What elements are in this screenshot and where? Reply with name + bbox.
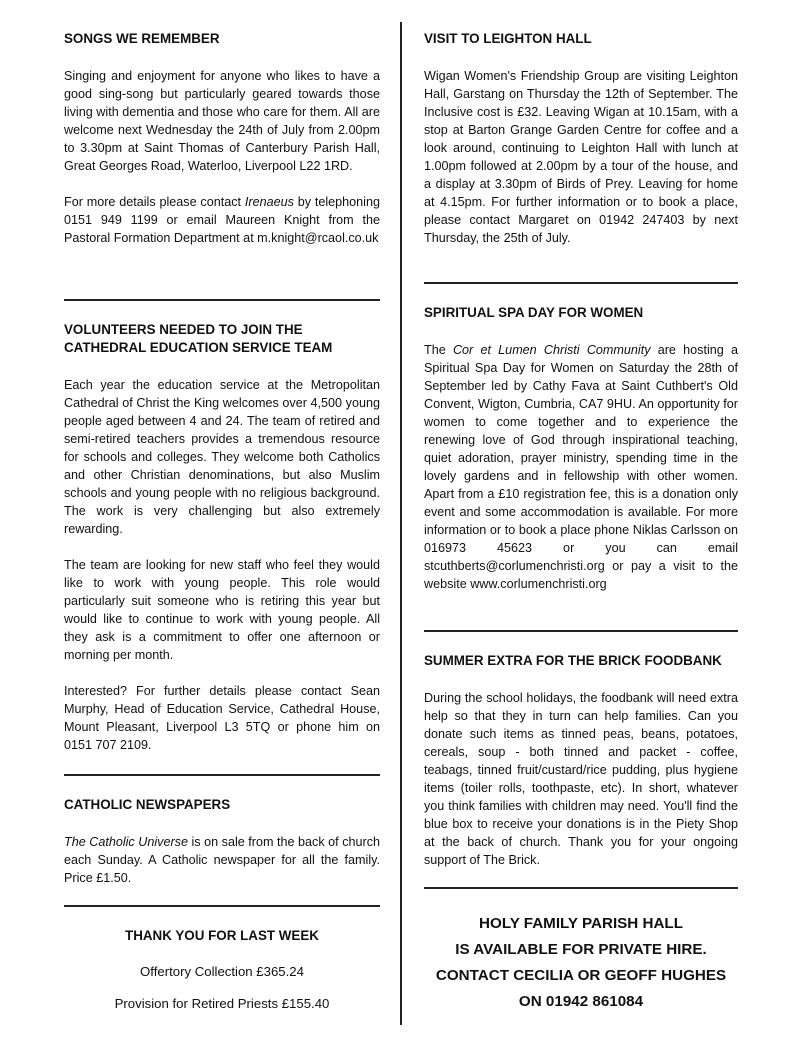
- offertory-collection: Offertory Collection £365.24: [140, 964, 304, 979]
- foodbank-paragraph: During the school holidays, the foodbank will need extra help so that they in turn can help families. Can you donate such items as tinned peas, beans, potatoes, cereals, soup - both tinned and packet - coffee, teabags, tinned fruit/custard/rice pudding, plus hygiene items (toiler rolls, toothpaste, etc). In short, whatever you think families with children may need. You'll find the blue box to receive your donations is in the Piety Shop at the back of church. Thank you for your ongoing support of The Brick.: [424, 691, 738, 867]
- volunteers-heading-line-2: CATHEDRAL EDUCATION SERVICE TEAM: [64, 340, 333, 355]
- foodbank-heading: SUMMER EXTRA FOR THE BRICK FOODBANK: [424, 653, 722, 668]
- newspapers-text: is on sale from the back of church each Sunday. A Catholic newspaper for all the family. Price £1.50.: [64, 835, 380, 885]
- hall-hire-line-2: IS AVAILABLE FOR PRIVATE HIRE.: [455, 941, 707, 958]
- volunteers-section: [64, 321, 380, 754]
- newspapers-heading: CATHOLIC NEWSPAPERS: [64, 797, 231, 812]
- leighton-section: [424, 30, 738, 247]
- newspapers-paragraph: [64, 833, 380, 887]
- section-divider: [424, 282, 738, 284]
- catholic-universe-title: The Catholic Universe: [64, 835, 188, 849]
- hall-hire-notice: [424, 911, 738, 1015]
- volunteers-paragraph-3: Interested? For further details please contact Sean Murphy, Head of Education Service, Cathedral House, Mount Pleasant, Liverpool L3 5TQ or phone him on 0151 707 2109.: [64, 684, 380, 752]
- spa-text-start: The: [424, 343, 453, 357]
- hall-hire-line-1: HOLY FAMILY PARISH HALL: [479, 915, 683, 932]
- irenaeus-name: Irenaeus: [244, 195, 294, 209]
- section-divider: [64, 905, 380, 907]
- community-name: Cor et Lumen Christi Community: [452, 343, 651, 357]
- volunteers-heading-line-1: VOLUNTEERS NEEDED TO JOIN THE: [64, 322, 303, 337]
- songs-paragraph-1: Singing and enjoyment for anyone who likes to have a good sing-song but particularly geared towards those living with dementia and those who care for them. All are welcome next Wednesday the 24th of July from 2.00pm to 3.30pm at Saint Thomas of Canterbury Parish Hall, Great Georges Road, Waterloo, Liverpool L22 1RD.: [64, 69, 380, 173]
- spa-text: are hosting a Spiritual Spa Day for Women on Saturday the 28th of September led by Cathy Fava at Saint Cuthbert's Old Convent, Wigton, Cumbria, CA7 9HU. An opportunity for women to come together and to experience the renewing love of God through inspirational teaching, quiet adoration, prayer ministry, spending time in the lovely gardens and in fellowship with other women. Apart from a £10 registration fee, this is a donation only event and some accommodation is available. For more information or to book a place phone Niklas Carlsson on 016973 45623 or you can email stcuthberts@corlumenchristi.org or pay a visit to the website www.corlumenchristi.org: [424, 343, 739, 591]
- volunteers-paragraph-2: The team are looking for new staff who feel they would like to work with young people. This role would particularly suit someone who is retiring this year but would like to continue to work with young people. All they ask is a commitment to offer one afternoon or morning per month.: [64, 558, 380, 662]
- songs-section: [64, 30, 380, 247]
- newspapers-section: [64, 796, 380, 887]
- songs-paragraph-2: [64, 193, 380, 247]
- hall-hire-line-4: ON 01942 861084: [518, 993, 644, 1010]
- column-divider: [400, 22, 402, 1025]
- section-divider: [424, 887, 738, 889]
- leighton-paragraph: Wigan Women's Friendship Group are visiting Leighton Hall, Garstang on Thursday the 12th of September. The Inclusive cost is £32. Leaving Wigan at 10.15am, with a stop at Barton Grange Garden Centre for coffee and a look around, continuing to Leighton Hall with lunch at 1.00pm followed at 2.00pm by a tour of the house, and a display at 3.30pm of Birds of Prey. Leaving for home at 4.15pm. For further information or to book a place, please contact Margaret on 01942 247403 by next Thursday, the 25th of July.: [424, 69, 738, 245]
- leighton-heading: VISIT TO LEIGHTON HALL: [424, 31, 592, 46]
- section-divider: [64, 774, 380, 776]
- hall-hire-line-3: CONTACT CECILIA OR GEOFF HUGHES: [435, 967, 727, 984]
- songs-contact-text: For more details please contact: [64, 195, 245, 209]
- foodbank-section: [424, 652, 738, 869]
- section-divider: [64, 299, 380, 301]
- songs-contact-rest: by telephoning 0151 949 1199 or email Maureen Knight from the Pastoral Formation Department at m.knight@rcaol.co.uk: [64, 195, 380, 245]
- spa-section: [424, 304, 738, 593]
- thanks-section: [64, 927, 380, 1013]
- spa-paragraph: [424, 341, 738, 593]
- section-divider: [424, 630, 738, 632]
- thanks-heading: THANK YOU FOR LAST WEEK: [125, 928, 319, 943]
- spa-heading: SPIRITUAL SPA DAY FOR WOMEN: [424, 305, 644, 320]
- volunteers-paragraph-1: Each year the education service at the Metropolitan Cathedral of Christ the King welcomes over 4,500 young people aged between 4 and 24. The team of retired and semi-retired teachers provides a tremendous resource for schools and colleges. They welcome both Catholics and other Christian denominations, but also Muslim schools and young people with no religious background. The work is very challenging but also extremely rewarding.: [64, 378, 380, 536]
- songs-heading: SONGS WE REMEMBER: [64, 31, 220, 46]
- retired-priests-provision: Provision for Retired Priests £155.40: [114, 996, 330, 1011]
